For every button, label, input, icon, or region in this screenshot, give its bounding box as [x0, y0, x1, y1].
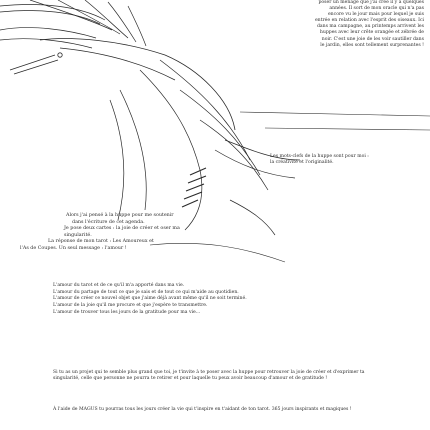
reading-line: l'As de Coupes. Un seul message : l'amour ! [20, 245, 127, 251]
keywords-line: la créativité et l'originalité. [270, 160, 334, 166]
reading-line: dans l'écriture de cet agenda. [72, 219, 145, 225]
amour-item: L'amour du tarot et de ce qu'il m'a apporté dans ma vie. [53, 283, 185, 288]
amour-list [53, 283, 373, 316]
reading-line: singularité. [64, 232, 92, 238]
reading-line: Je pose deux cartes : la joie de créer et oser ma [64, 226, 180, 231]
amour-item: L'amour de trouver tous les jours de la gratitude pour ma vie... [53, 309, 201, 315]
intro-line: poser un ménage que j'ai créé il y a quelques [318, 0, 424, 5]
tarot-reading-paragraph [20, 213, 240, 252]
projet-paragraph [53, 370, 373, 382]
intro-line: entrée en relation avec l'esprit des oiseaux. Ici [314, 18, 424, 24]
intro-line: le jardin, elles sont tellement surprenantes ! [320, 42, 424, 48]
intro-line: huppes avec leur crête orangée et zébrée de [319, 30, 424, 36]
amour-item: L'amour de créer ce nouvel objet que j'aime déjà avant même qu'il ne soit terminé. [53, 296, 247, 302]
magus-paragraph [53, 407, 373, 413]
reading-line: Alors j'ai pensé à la huppe pour me soutenir [66, 213, 174, 218]
intro-line: années. Il sort de mon oracle qui n'a pas [329, 6, 424, 12]
intro-paragraph [232, 0, 424, 49]
reading-line: La réponse de mon tarot : Les Amoureux et [48, 239, 154, 244]
magus-text: À l'aide de MAGUS tu pourras tous les jours créer la vie qui t'inspire en t'aidant de ton tarot. 365 jours inspirants et magiques ! [53, 407, 352, 412]
keywords-line: Les mots-clefs de la huppe sont pour moi : [270, 154, 369, 159]
intro-line: encore vu le jour mais pour lequel je suis [327, 12, 424, 18]
intro-line: noir. C'est une joie de les voir sautiller dans [321, 36, 424, 42]
amour-item: L'amour de la joie qu'il me procure et que j'espère te transmettre. [53, 303, 208, 309]
amour-item: L'amour du partage de tout ce que je sais et de tout ce qui m'aide au quotidien. [53, 289, 239, 295]
keywords-paragraph [270, 154, 400, 166]
projet-text: Si tu as un projet qui te semble plus grand que toi, je t'invite à te poser avec la huppe pour retrouver la joie de créer et d'exprimer ta singularité, celle que personne ne pourra te retirer et pour laquelle tu peux avoir beaucoup d'amour et de gratitude ! [53, 370, 365, 382]
intro-line: dans ma campagne, au printemps arrivent les [316, 24, 424, 30]
